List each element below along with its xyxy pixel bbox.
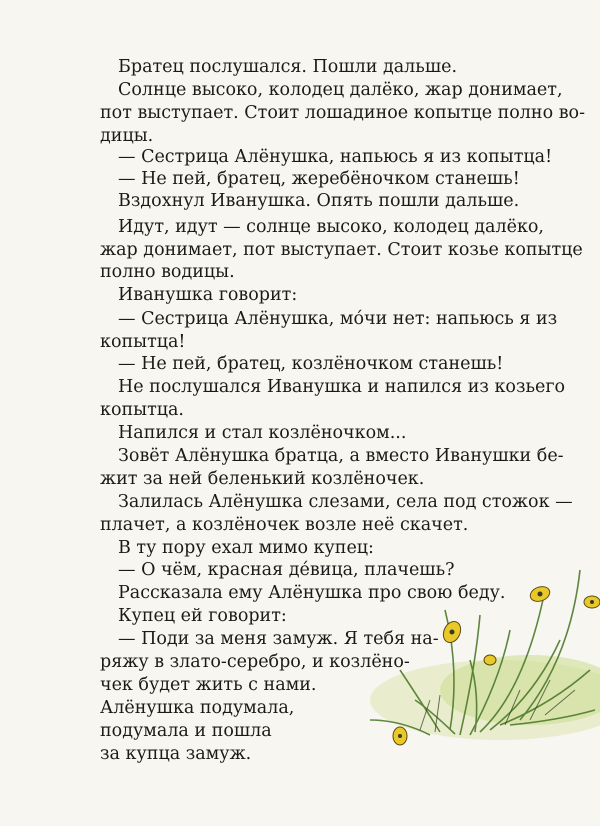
text-line: плачет, а козлёночек возле неё скачет. [100,515,469,535]
text-line: дицы. [100,126,154,146]
text-line: копытца! [100,332,186,352]
text-line: Рассказала ему Алёнушка про свою беду. [118,583,506,603]
text-line: копытца. [100,400,184,420]
text-line: Идут, идут — солнце высоко, колодец далёко, [118,217,544,237]
text-line: — Не пей, братец, козлёночком станешь! [118,354,504,374]
text-line: Купец ей говорит: [118,606,287,626]
text-line: Вздохнул Иванушка. Опять пошли дальше. [118,191,520,211]
text-line: ряжу в злато-серебро, и козлёно- [100,652,410,672]
text-line: — Не пей, братец, жеребёночком станешь! [118,169,520,189]
text-line: Зовёт Алёнушка братца, а вместо Иванушки бе- [118,446,564,466]
text-line: подумала и пошла [100,721,272,741]
text-line: Иванушка говорит: [118,285,298,305]
text-line: Алёнушка подумала, [100,698,295,718]
text-line: — Сестрица Алёнушка, напьюсь я из копытца! [118,147,553,167]
text-line: полно водицы. [100,262,235,282]
text-line: В ту пору ехал мимо купец: [118,538,374,558]
text-line: жит за ней беленький козлёночек. [100,469,425,489]
text-line: Залилась Алёнушка слезами, села под стожок — [118,492,573,512]
text-line: — О чём, красная де́вица, плачешь? [118,560,455,580]
text-line: чек будет жить с нами. [100,675,317,695]
text-line: пот выступает. Стоит лошадиное копытце полно во- [100,103,585,123]
text-line: — Сестрица Алёнушка, мо́чи нет: напьюсь я из [118,309,558,329]
text-line: Солнце высоко, колодец далёко, жар донимает, [118,80,563,100]
text-line: Напился и стал козлёночком... [118,423,407,443]
grass-flowers-illustration [360,520,600,770]
text-line: — Поди за меня замуж. Я тебя на- [118,629,439,649]
text-line: жар донимает, пот выступает. Стоит козье копытце [100,240,583,260]
text-line: Не послушался Иванушка и напился из козьего [118,377,566,397]
text-line: за купца замуж. [100,744,252,764]
text-line: Братец послушался. Пошли дальше. [118,57,458,77]
